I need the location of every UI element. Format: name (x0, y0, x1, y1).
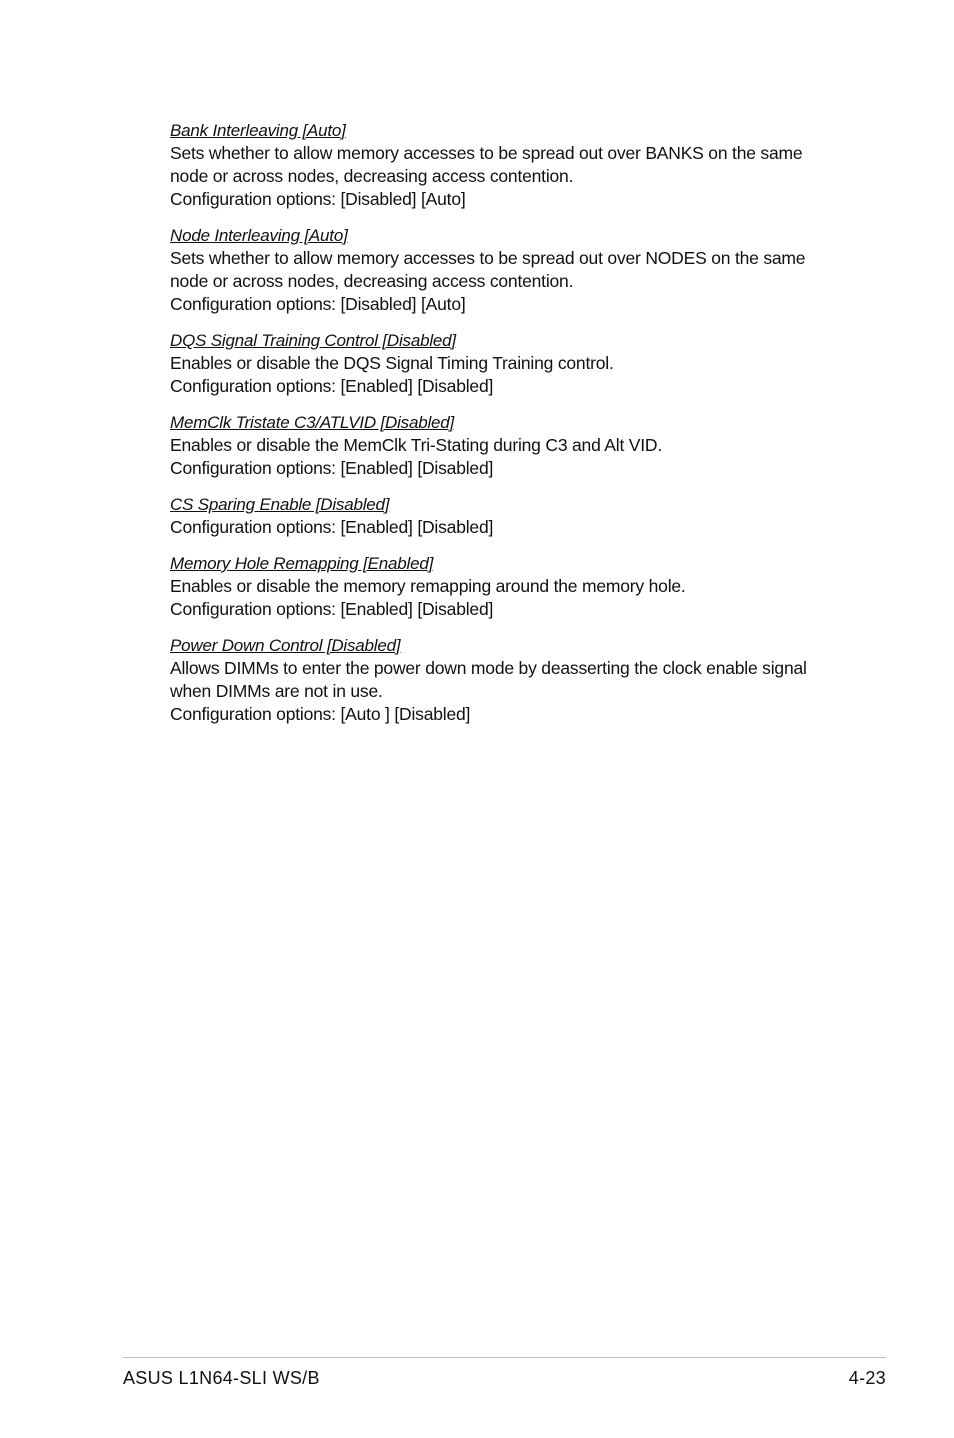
bios-item-dqs-signal-training (170, 329, 850, 398)
item-description: Sets whether to allow memory accesses to be spread out over NODES on the same (170, 248, 806, 268)
item-title: MemClk Tristate C3/ATLVID [Disabled] (170, 413, 455, 432)
item-title: Power Down Control [Disabled] (170, 636, 401, 655)
bios-item-node-interleaving (170, 224, 850, 316)
item-config-options: Configuration options: [Disabled] [Auto] (170, 294, 466, 314)
item-title: CS Sparing Enable [Disabled] (170, 495, 390, 514)
item-title: Memory Hole Remapping [Enabled] (170, 554, 434, 573)
bios-item-memory-hole-remapping (170, 552, 850, 621)
item-description: Enables or disable the MemClk Tri-Stating during C3 and Alt VID. (170, 435, 663, 455)
item-description: node or across nodes, decreasing access contention. (170, 166, 574, 186)
item-description: node or across nodes, decreasing access contention. (170, 271, 574, 291)
bios-item-memclk-tristate (170, 411, 850, 480)
item-title: Bank Interleaving [Auto] (170, 121, 346, 140)
item-description: Sets whether to allow memory accesses to be spread out over BANKS on the same (170, 143, 803, 163)
item-config-options: Configuration options: [Enabled] [Disabled] (170, 599, 494, 619)
footer-page-number: 4-23 (848, 1368, 886, 1388)
footer-product-name: ASUS L1N64-SLI WS/B (123, 1368, 320, 1388)
item-description: Enables or disable the memory remapping around the memory hole. (170, 576, 686, 596)
bios-item-power-down-control (170, 634, 850, 726)
item-description: Enables or disable the DQS Signal Timing Training control. (170, 353, 614, 373)
item-description: Allows DIMMs to enter the power down mode by deasserting the clock enable signal (170, 658, 807, 678)
footer-divider (123, 1357, 886, 1358)
item-config-options: Configuration options: [Disabled] [Auto] (170, 189, 466, 209)
item-config-options: Configuration options: [Enabled] [Disabled] (170, 517, 494, 537)
item-config-options: Configuration options: [Auto ] [Disabled] (170, 704, 471, 724)
item-title: DQS Signal Training Control [Disabled] (170, 331, 456, 350)
bios-item-bank-interleaving (170, 119, 850, 211)
bios-item-list (170, 119, 850, 739)
bios-item-cs-sparing (170, 493, 850, 539)
item-config-options: Configuration options: [Enabled] [Disabled] (170, 376, 494, 396)
item-config-options: Configuration options: [Enabled] [Disabled] (170, 458, 494, 478)
item-title: Node Interleaving [Auto] (170, 226, 348, 245)
item-description: when DIMMs are not in use. (170, 681, 383, 701)
